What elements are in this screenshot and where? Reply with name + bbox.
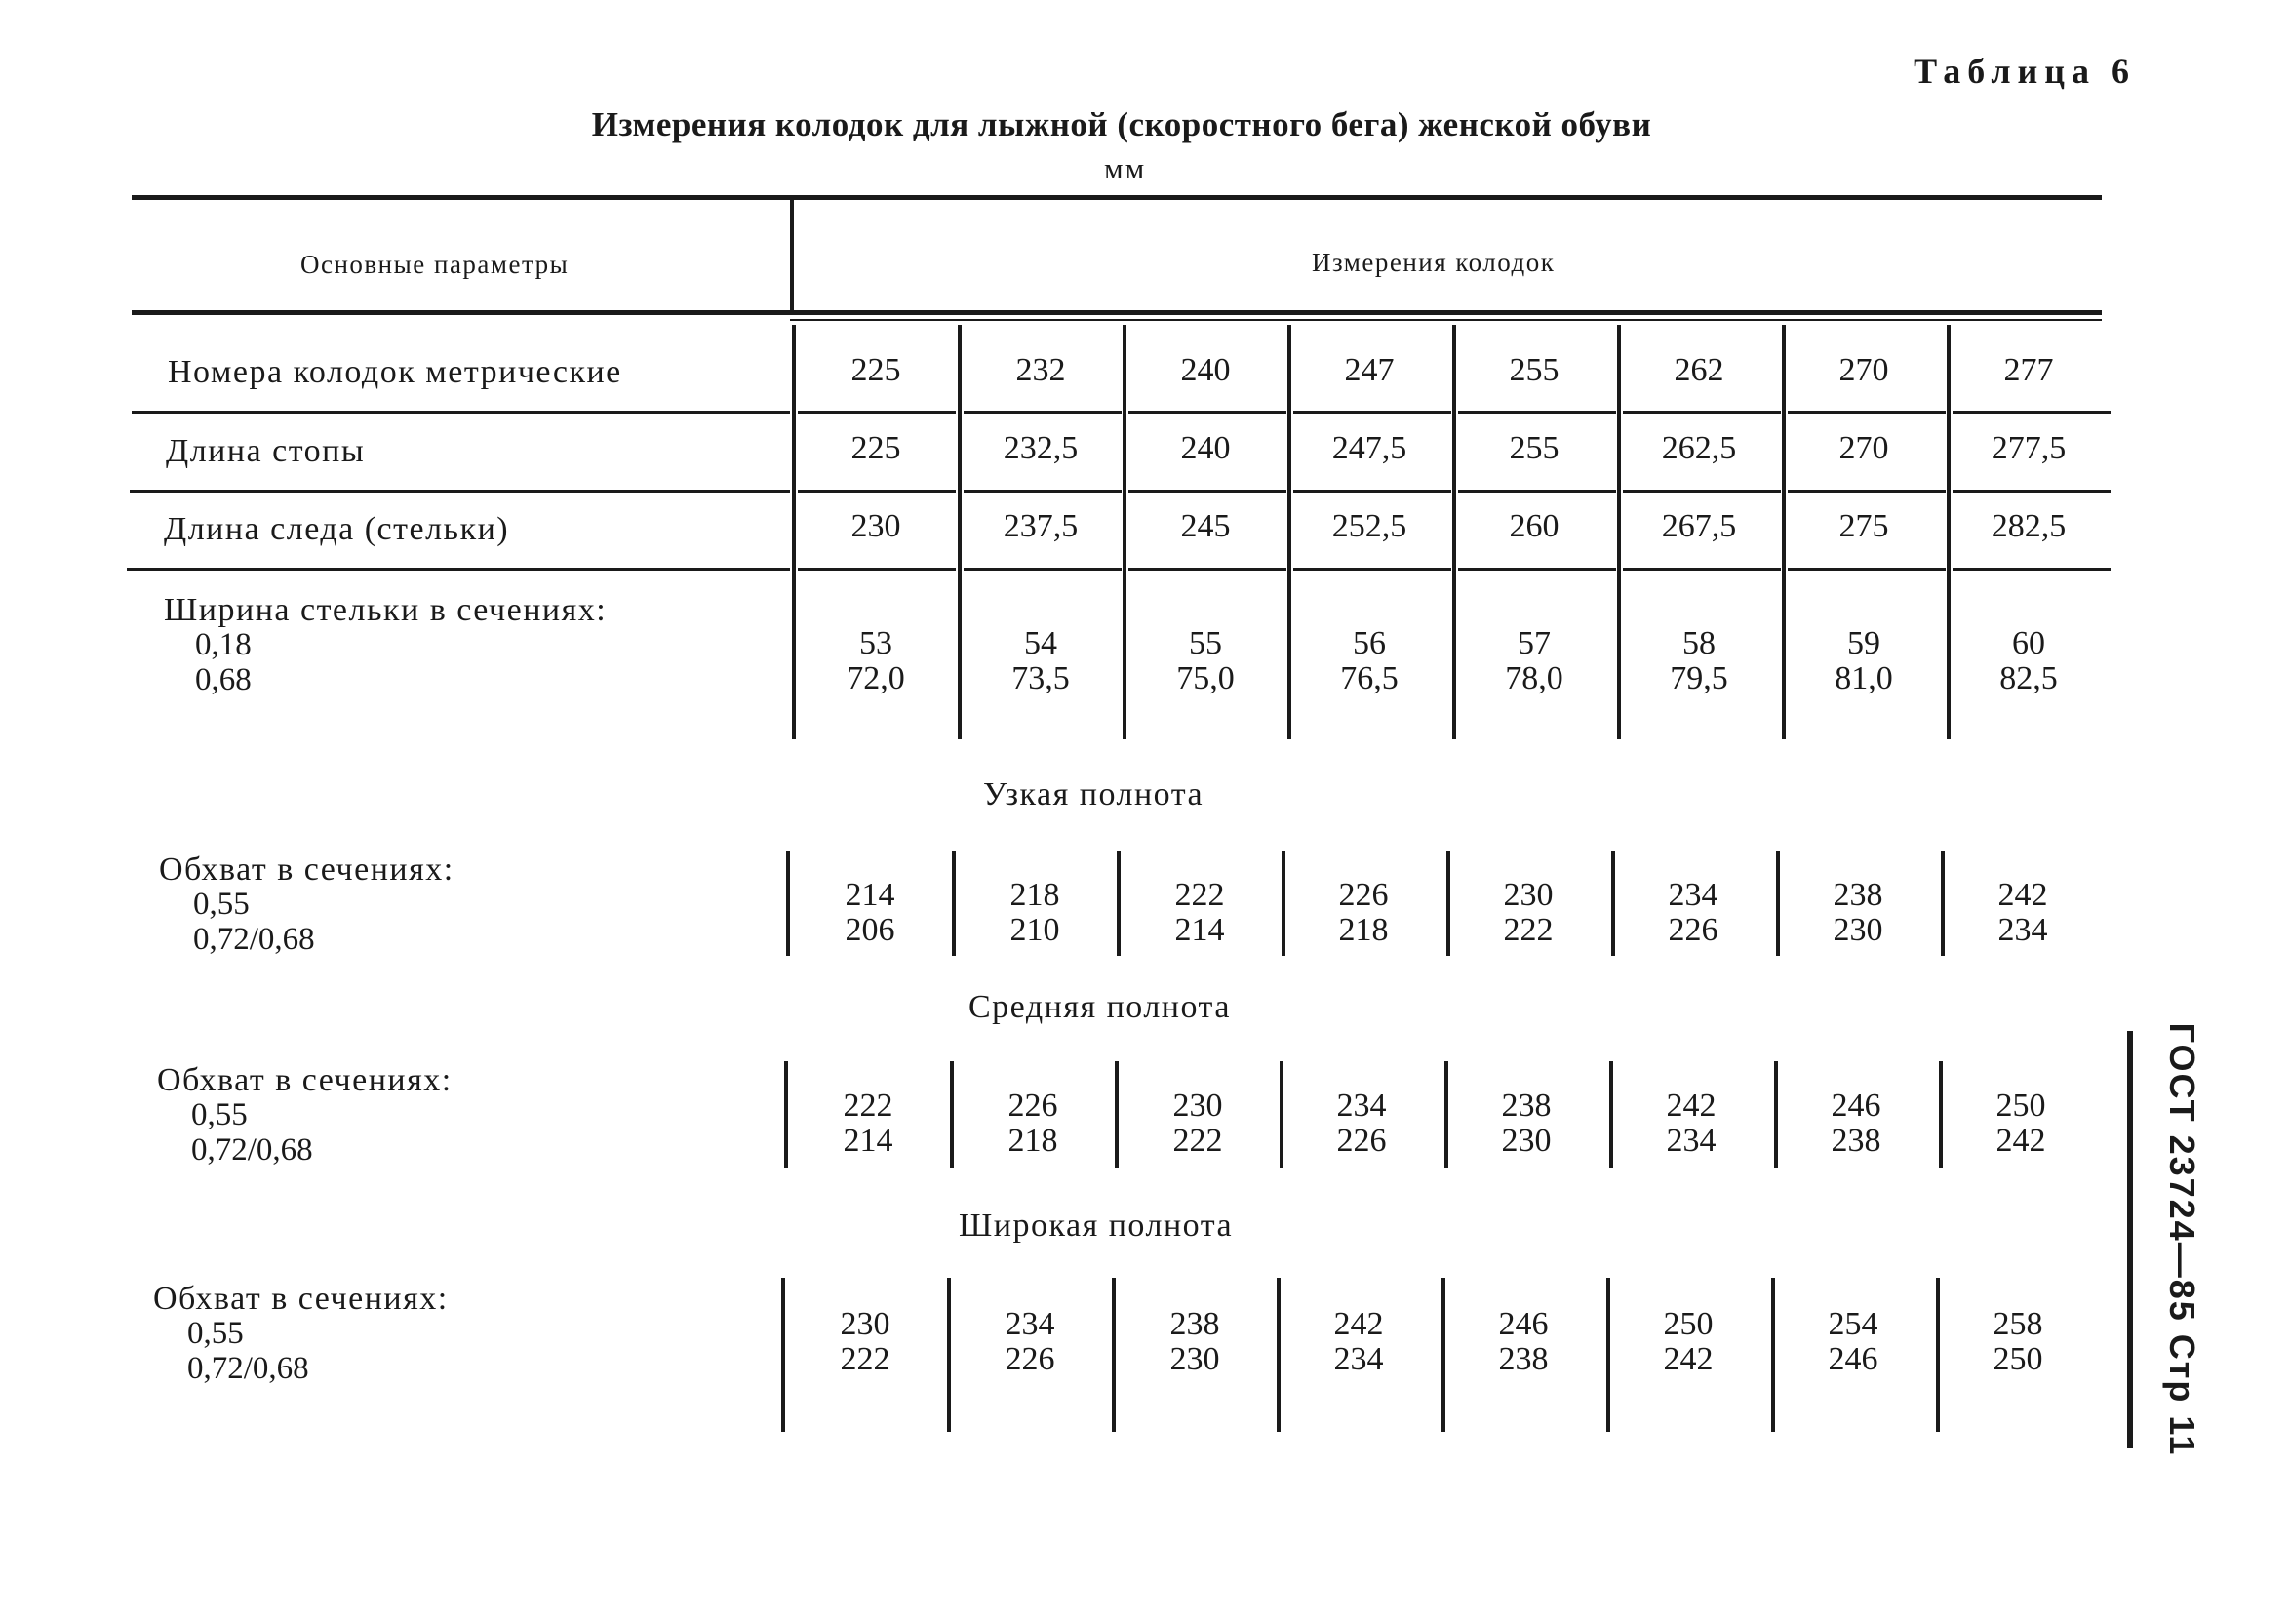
girth-label-wide: Обхват в сечениях:	[153, 1281, 449, 1317]
girth-value-055: 230	[1503, 877, 1554, 913]
cell-value: 232	[1015, 352, 1066, 388]
width-value-018: 54	[1024, 625, 1057, 661]
girth-value-072: 250	[1993, 1341, 2043, 1377]
column-divider-upper	[958, 325, 962, 739]
cell-value: 262,5	[1661, 430, 1737, 466]
column-divider-section	[1936, 1278, 1940, 1432]
cell-value: 277	[2003, 352, 2054, 388]
girth-value-072: 230	[1833, 912, 1883, 948]
header-measurements: Измерения колодок	[1312, 248, 1556, 277]
unit-label: мм	[1104, 151, 1147, 185]
column-divider-section	[1611, 851, 1615, 956]
cell-rule	[1623, 568, 1781, 571]
cell-rule	[964, 490, 1122, 493]
cell-value: 282,5	[1991, 508, 2067, 544]
column-divider-section	[950, 1061, 954, 1168]
column-divider-section	[1606, 1278, 1610, 1432]
cell-rule	[1953, 490, 2111, 493]
column-divider-section	[1941, 851, 1945, 956]
girth-value-072: 218	[1007, 1123, 1058, 1159]
girth-value-072: 226	[1336, 1123, 1387, 1159]
section-title-wide: Широкая полнота	[959, 1208, 1234, 1244]
cell-rule	[964, 568, 1122, 571]
girth-value-055: 238	[1169, 1306, 1220, 1342]
table-title: Измерения колодок для лыжной (скоростного бега) женской обуви	[591, 105, 1652, 143]
row-rule-1	[132, 411, 790, 414]
row-rule-3	[127, 568, 790, 571]
girth-value-072: 242	[1995, 1123, 2046, 1159]
girth-value-055: 226	[1338, 877, 1389, 913]
column-divider-section	[1441, 1278, 1445, 1432]
column-divider-section	[1939, 1061, 1943, 1168]
girth-value-055: 242	[1333, 1306, 1384, 1342]
girth-value-072: 230	[1169, 1341, 1220, 1377]
cell-rule	[1128, 490, 1286, 493]
girth-value-072: 234	[1333, 1341, 1384, 1377]
section-title-narrow: Узкая полнота	[983, 776, 1204, 812]
cell-rule	[1788, 411, 1946, 414]
girth-value-072: 206	[845, 912, 895, 948]
girth-value-055: 230	[1172, 1088, 1223, 1124]
girth-sub2-narrow: 0,72/0,68	[193, 922, 315, 957]
cell-value: 255	[1509, 352, 1560, 388]
girth-value-055: 234	[1005, 1306, 1055, 1342]
girth-value-072: 222	[1503, 912, 1554, 948]
girth-value-055: 226	[1007, 1088, 1058, 1124]
column-divider-section	[1609, 1061, 1613, 1168]
cell-value: 262	[1674, 352, 1724, 388]
column-divider-upper	[1287, 325, 1291, 739]
column-divider-section	[784, 1061, 788, 1168]
girth-value-055: 218	[1009, 877, 1060, 913]
cell-rule	[1458, 411, 1616, 414]
girth-value-072: 230	[1501, 1123, 1552, 1159]
girth-value-072: 242	[1663, 1341, 1714, 1377]
cell-value: 237,5	[1003, 508, 1079, 544]
cell-value: 225	[850, 352, 901, 388]
cell-value: 267,5	[1661, 508, 1737, 544]
width-value-018: 53	[859, 625, 892, 661]
column-divider-section	[1771, 1278, 1775, 1432]
table-number-label: Таблица 6	[1914, 52, 2136, 91]
column-divider-upper	[1452, 325, 1456, 739]
width-value-068: 82,5	[1999, 660, 2058, 696]
header-rule	[132, 310, 2102, 315]
cell-value: 225	[850, 430, 901, 466]
width-value-018: 56	[1353, 625, 1386, 661]
cell-value: 247,5	[1331, 430, 1407, 466]
girth-value-072: 226	[1005, 1341, 1055, 1377]
column-divider-section	[952, 851, 956, 956]
girth-value-055: 222	[1174, 877, 1225, 913]
cell-rule	[1458, 568, 1616, 571]
width-value-068: 75,0	[1176, 660, 1235, 696]
cell-value: 252,5	[1331, 508, 1407, 544]
girth-value-072: 238	[1831, 1123, 1881, 1159]
girth-value-072: 226	[1668, 912, 1718, 948]
column-divider-section	[1444, 1061, 1448, 1168]
width-value-068: 76,5	[1340, 660, 1399, 696]
cell-rule	[964, 411, 1122, 414]
girth-value-072: 214	[1174, 912, 1225, 948]
girth-value-055: 242	[1997, 877, 2048, 913]
girth-value-055: 250	[1995, 1088, 2046, 1124]
row-label-last-numbers: Номера колодок метрические	[168, 354, 622, 390]
girth-value-072: 246	[1828, 1341, 1878, 1377]
girth-value-072: 210	[1009, 912, 1060, 948]
cell-value: 255	[1509, 430, 1560, 466]
girth-value-072: 234	[1666, 1123, 1717, 1159]
width-value-068: 73,5	[1011, 660, 1070, 696]
column-divider-section	[1112, 1278, 1116, 1432]
cell-rule	[798, 490, 956, 493]
column-divider-section	[781, 1278, 785, 1432]
cell-rule	[1293, 411, 1451, 414]
width-value-068: 78,0	[1505, 660, 1563, 696]
girth-value-055: 214	[845, 877, 895, 913]
width-value-068: 72,0	[847, 660, 905, 696]
cell-value: 230	[850, 508, 901, 544]
column-divider-section	[1280, 1061, 1283, 1168]
girth-value-055: 242	[1666, 1088, 1717, 1124]
top-rule	[132, 195, 2102, 200]
girth-value-055: 246	[1831, 1088, 1881, 1124]
column-divider-upper	[1782, 325, 1786, 739]
cell-rule	[1293, 568, 1451, 571]
cell-rule	[1788, 568, 1946, 571]
width-label: Ширина стельки в сечениях:	[164, 592, 608, 628]
girth-sub2-medium: 0,72/0,68	[191, 1132, 313, 1168]
girth-value-055: 250	[1663, 1306, 1714, 1342]
girth-value-055: 258	[1993, 1306, 2043, 1342]
width-value-018: 60	[2012, 625, 2045, 661]
cell-rule	[1458, 490, 1616, 493]
width-value-068: 79,5	[1670, 660, 1728, 696]
girth-value-072: 218	[1338, 912, 1389, 948]
width-value-018: 58	[1682, 625, 1716, 661]
cell-value: 232,5	[1003, 430, 1079, 466]
section-title-medium: Средняя полнота	[968, 989, 1231, 1025]
girth-label-medium: Обхват в сечениях:	[157, 1062, 453, 1098]
cell-value: 275	[1838, 508, 1889, 544]
girth-sub1-narrow: 0,55	[193, 887, 250, 922]
girth-value-072: 234	[1997, 912, 2048, 948]
cell-rule	[798, 568, 956, 571]
column-divider-section	[1115, 1061, 1119, 1168]
girth-value-055: 238	[1833, 877, 1883, 913]
width-value-018: 55	[1189, 625, 1222, 661]
column-divider-upper	[1947, 325, 1951, 739]
header-divider	[790, 200, 794, 312]
width-value-018: 59	[1847, 625, 1880, 661]
cell-rule	[1623, 490, 1781, 493]
girth-value-072: 222	[1172, 1123, 1223, 1159]
width-sub-018: 0,18	[195, 627, 252, 662]
girth-value-055: 238	[1501, 1088, 1552, 1124]
header-rule-thin	[790, 319, 2102, 321]
girth-value-072: 222	[840, 1341, 890, 1377]
girth-sub1-wide: 0,55	[187, 1316, 244, 1351]
girth-value-055: 246	[1498, 1306, 1549, 1342]
cell-value: 240	[1180, 430, 1231, 466]
column-divider-upper	[1617, 325, 1621, 739]
girth-value-072: 214	[843, 1123, 893, 1159]
girth-value-055: 234	[1336, 1088, 1387, 1124]
cell-rule	[798, 411, 956, 414]
girth-sub2-wide: 0,72/0,68	[187, 1351, 309, 1386]
row-label-foot-length: Длина стопы	[166, 433, 366, 469]
width-value-068: 81,0	[1835, 660, 1893, 696]
cell-value: 260	[1509, 508, 1560, 544]
girth-value-055: 254	[1828, 1306, 1878, 1342]
girth-value-055: 230	[840, 1306, 890, 1342]
width-sub-068: 0,68	[195, 662, 252, 697]
cell-value: 270	[1838, 430, 1889, 466]
column-divider-section	[1446, 851, 1450, 956]
cell-rule	[1953, 411, 2111, 414]
girth-value-055: 234	[1668, 877, 1718, 913]
header-params: Основные параметры	[300, 250, 570, 279]
cell-value: 277,5	[1991, 430, 2067, 466]
cell-rule	[1128, 568, 1286, 571]
cell-value: 247	[1344, 352, 1395, 388]
column-divider-upper	[792, 325, 796, 739]
column-divider-section	[1776, 851, 1780, 956]
side-bar	[2127, 1031, 2133, 1448]
cell-rule	[1128, 411, 1286, 414]
girth-sub1-medium: 0,55	[191, 1097, 248, 1132]
cell-rule	[1623, 411, 1781, 414]
cell-rule	[1788, 490, 1946, 493]
row-label-insole-length: Длина следа (стельки)	[164, 511, 510, 547]
column-divider-upper	[1123, 325, 1126, 739]
column-divider-section	[1277, 1278, 1281, 1432]
cell-value: 240	[1180, 352, 1231, 388]
girth-value-072: 238	[1498, 1341, 1549, 1377]
cell-rule	[1953, 568, 2111, 571]
cell-value: 270	[1838, 352, 1889, 388]
side-running-header: ГОСТ 23724—85 Стр 11	[2162, 1022, 2202, 1457]
column-divider-section	[947, 1278, 951, 1432]
column-divider-section	[786, 851, 790, 956]
girth-value-055: 222	[843, 1088, 893, 1124]
cell-rule	[1293, 490, 1451, 493]
girth-label-narrow: Обхват в сечениях:	[159, 852, 454, 888]
row-rule-2	[130, 490, 790, 493]
width-value-018: 57	[1518, 625, 1551, 661]
column-divider-section	[1774, 1061, 1778, 1168]
column-divider-section	[1117, 851, 1121, 956]
column-divider-section	[1282, 851, 1285, 956]
cell-value: 245	[1180, 508, 1231, 544]
